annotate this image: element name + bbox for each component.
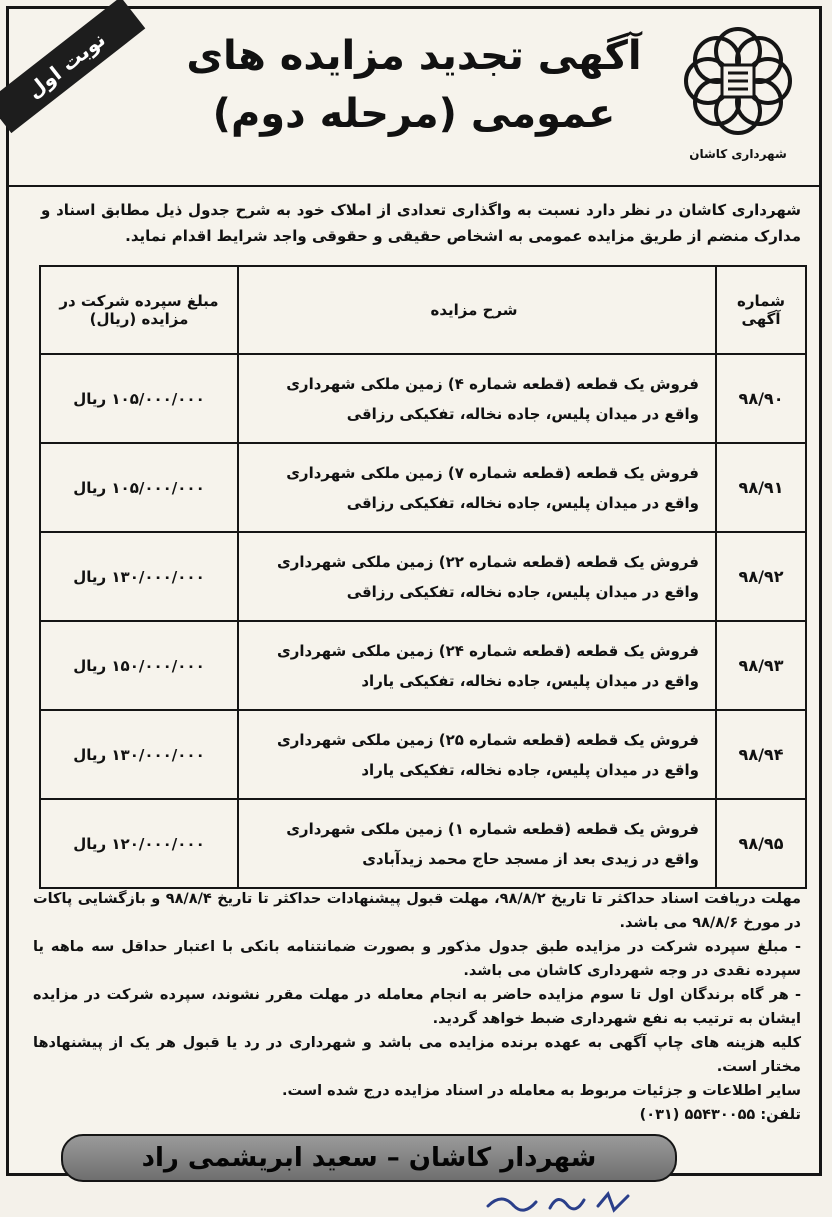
ad-number-cell: ۹۸/۹۴: [716, 710, 806, 799]
ad-number-cell: ۹۸/۹۳: [716, 621, 806, 710]
title-line-2: عمومی (مرحله دوم): [212, 91, 616, 137]
table-header-row: [40, 266, 806, 354]
ad-number-cell: ۹۸/۹۲: [716, 532, 806, 621]
auction-table: [39, 265, 807, 889]
deposit-cell: ۱۰۵/۰۰۰/۰۰۰ ریال: [40, 354, 238, 443]
note-costs: کلیه هزینه های چاپ آگهی به عهده برنده مزایده می باشد و شهرداری در رد یا قبول هر یک از پیشنهادها مختار است.: [33, 1035, 801, 1075]
description-cell: فروش یک قطعه (قطعه شماره ۱) زمین ملکی شهرداری واقع در زیدی بعد از مسجد حاج محمد زیدآبادی: [238, 799, 716, 888]
logo-caption: شهرداری کاشان: [689, 147, 787, 161]
deposit-cell: ۱۵۰/۰۰۰/۰۰۰ ریال: [40, 621, 238, 710]
deposit-cell: ۱۳۰/۰۰۰/۰۰۰ ریال: [40, 710, 238, 799]
note-deadlines: مهلت دریافت اسناد حداکثر تا تاریخ ۹۸/۸/۲، مهلت قبول پیشنهادات حداکثر تا تاریخ ۹۸/۸/۴ و بازگشایی پاکات در مورخ ۹۸/۸/۶ می باشد.: [33, 891, 801, 931]
description-cell: فروش یک قطعه (قطعه شماره ۷) زمین ملکی شهرداری واقع در میدان پلیس، جاده نخاله، تفکیکی رزاقی: [238, 443, 716, 532]
note-details: سایر اطلاعات و جزئیات مربوط به معامله در اسناد مزایده درج شده است.: [282, 1083, 801, 1099]
header-deposit: مبلغ سپرده شرکت در مزایده (ریال): [40, 266, 238, 354]
header-divider: [9, 185, 819, 187]
title-line-1: آگهی تجدید مزایده های: [186, 33, 642, 79]
ad-number-cell: ۹۸/۹۱: [716, 443, 806, 532]
ad-number-cell: ۹۸/۹۵: [716, 799, 806, 888]
description-cell: فروش یک قطعه (قطعه شماره ۲۲) زمین ملکی شهرداری واقع در میدان پلیس، جاده نخاله، تفکیکی رزاقی: [238, 532, 716, 621]
mayor-signature-badge: شهردار کاشان – سعید ابریشمی راد: [61, 1134, 677, 1182]
header-description: شرح مزایده: [238, 266, 716, 354]
kashan-logo-icon: [678, 21, 798, 141]
table-row: [40, 532, 806, 621]
table-row: [40, 621, 806, 710]
note-phone: تلفن: ۵۵۴۳۰۰۵۵ (۰۳۱): [639, 1107, 801, 1123]
table-row: [40, 443, 806, 532]
handwritten-mark-icon: [480, 1186, 640, 1216]
note-forfeit: - هر گاه برندگان اول تا سوم مزایده حاضر به انجام معامله در مهلت مقرر نشوند، سپرده شرکت در مزایده ایشان به ترتیب به نفع شهرداری ضبط خواهد گردید.: [33, 987, 801, 1027]
table-row: [40, 710, 806, 799]
description-cell: فروش یک قطعه (قطعه شماره ۴) زمین ملکی شهرداری واقع در میدان پلیس، جاده نخاله، تفکیکی رزاقی: [238, 354, 716, 443]
notice-frame: [6, 6, 822, 1176]
deposit-cell: ۱۲۰/۰۰۰/۰۰۰ ریال: [40, 799, 238, 888]
municipality-logo: [673, 21, 803, 181]
ad-number-cell: ۹۸/۹۰: [716, 354, 806, 443]
table-row: [40, 354, 806, 443]
ribbon-badge: نوبت اول: [0, 0, 145, 133]
header-ad-number: شماره آگهی: [716, 266, 806, 354]
notice-header: [9, 9, 819, 187]
intro-paragraph: شهرداری کاشان در نظر دارد نسبت به واگذاری تعدادی از املاک خود به شرح جدول ذیل مطابق اسناد و مدارک منضم از طریق مزایده عمومی به اشخاص حقیقی و حقوقی واجد شرایط اقدام نماید.: [41, 201, 801, 245]
deposit-cell: ۱۳۰/۰۰۰/۰۰۰ ریال: [40, 532, 238, 621]
description-cell: فروش یک قطعه (قطعه شماره ۲۴) زمین ملکی شهرداری واقع در میدان پلیس، جاده نخاله، تفکیکی یاراد: [238, 621, 716, 710]
description-cell: فروش یک قطعه (قطعه شماره ۲۵) زمین ملکی شهرداری واقع در میدان پلیس، جاده نخاله، تفکیکی یاراد: [238, 710, 716, 799]
notice-title: [159, 27, 669, 143]
conditions-notes: [33, 887, 801, 1127]
deposit-cell: ۱۰۵/۰۰۰/۰۰۰ ریال: [40, 443, 238, 532]
note-deposit: - مبلغ سپرده شرکت در مزایده طبق جدول مذکور و بصورت ضمانتنامه بانکی با اعتبار حداقل سه ماهه یا سپرده نقدی در وجه شهرداری کاشان می باشد.: [33, 939, 801, 979]
table-row: [40, 799, 806, 888]
